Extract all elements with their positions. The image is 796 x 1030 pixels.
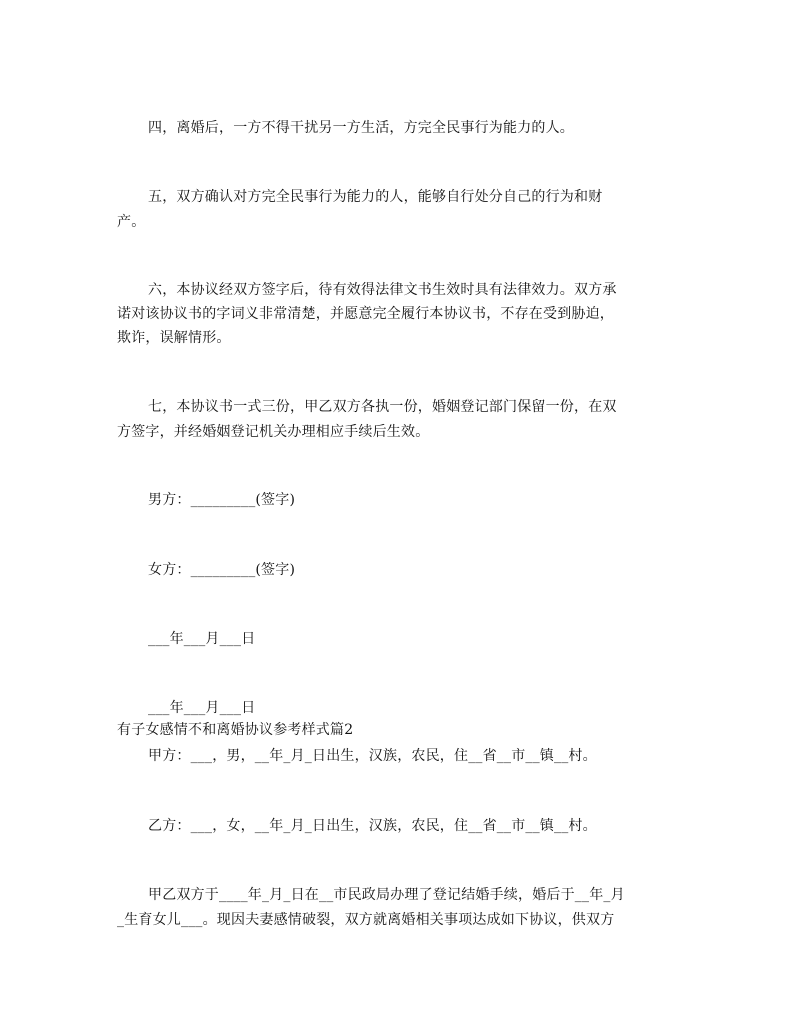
clause-four: 四，离婚后，一方不得干扰另一方生活，方完全民事行为能力的人。 <box>148 120 574 136</box>
intro-line-2: _生育女儿___。现因夫妻感情破裂，双方就离婚相关事项达成如下协议，供双方 <box>117 912 615 928</box>
female-signature: 女方：_________(签字) <box>148 562 296 578</box>
clause-seven-line-1: 七，本协议书一式三份，甲乙双方各执一份，婚姻登记部门保留一份，在双 <box>148 399 617 415</box>
party-b-info: 乙方：___，女，__年_月_日出生，汉族，农民，住__省__市__镇__村。 <box>148 818 597 834</box>
date-line-2: ___年___月___日 <box>148 700 256 716</box>
clause-seven-line-2: 方签字，并经婚姻登记机关办理相应手续后生效。 <box>117 424 430 440</box>
clause-six-line-2: 诺对该协议书的字词义非常清楚，并愿意完全履行本协议书，不存在受到胁迫， <box>117 306 614 322</box>
clause-six-line-1: 六，本协议经双方签字后，待有效得法律文书生效时具有法律效力。双方承 <box>148 282 617 298</box>
party-a-info: 甲方：___，男，__年_月_日出生，汉族，农民，住__省__市__镇__村。 <box>148 748 597 764</box>
section-title: 有子女感情不和离婚协议参考样式篇2 <box>117 722 354 738</box>
clause-five-line-1: 五，双方确认对方完全民事行为能力的人，能够自行处分自己的行为和财 <box>148 189 603 205</box>
clause-six-line-3: 欺诈，误解情形。 <box>117 330 231 346</box>
clause-five-line-2: 产。 <box>117 214 146 230</box>
date-line-1: ___年___月___日 <box>148 631 256 647</box>
male-signature: 男方：_________(签字) <box>148 492 296 508</box>
intro-line-1: 甲乙双方于____年_月_日在__市民政局办理了登记结婚手续，婚后于__年_月 <box>148 887 625 903</box>
